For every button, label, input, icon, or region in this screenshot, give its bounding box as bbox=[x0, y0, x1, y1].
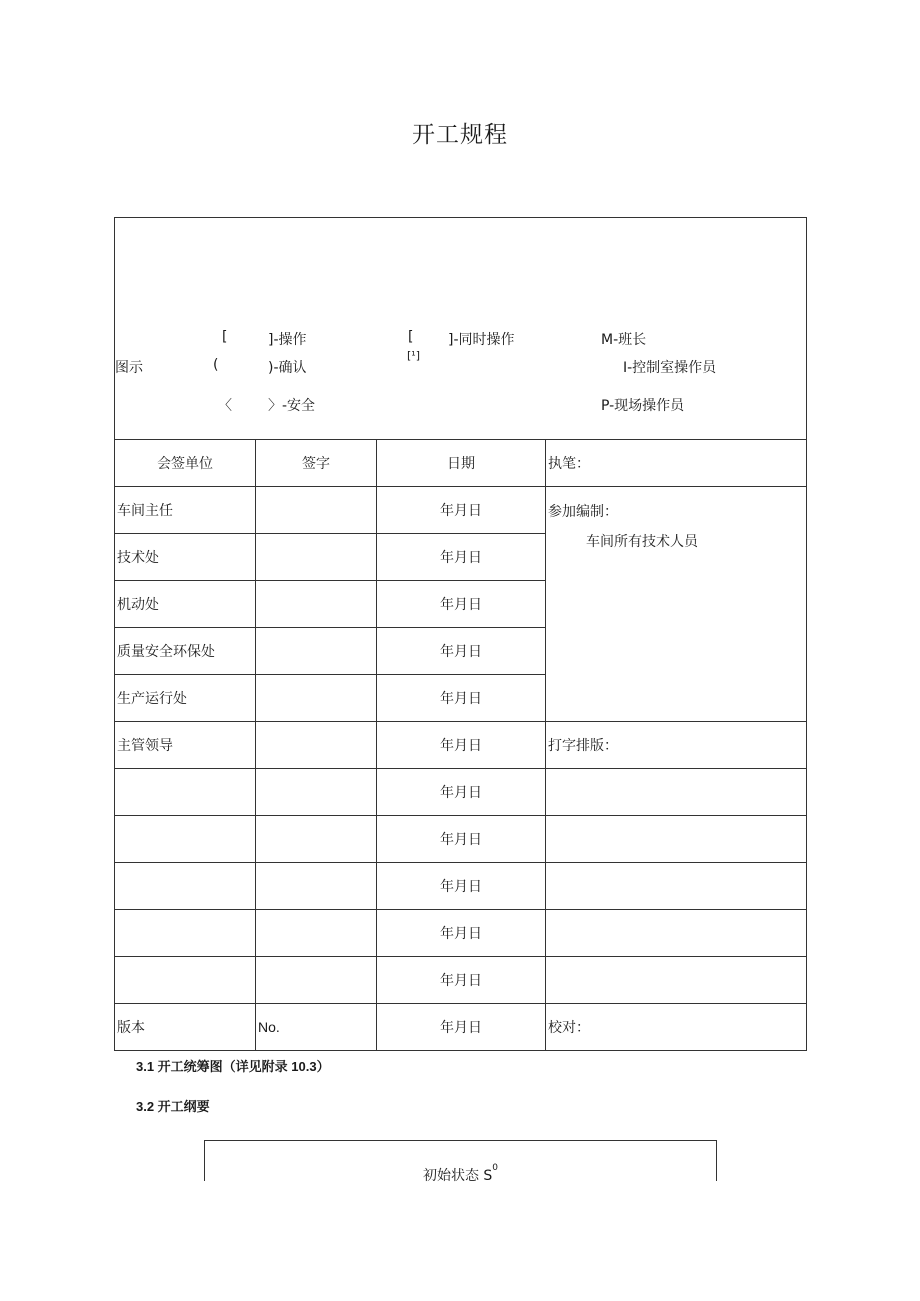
signature-cell[interactable] bbox=[256, 816, 377, 863]
legend-confirm-bracket: ( bbox=[213, 357, 219, 373]
legend-op-bracket: [ bbox=[222, 329, 228, 345]
signature-cell[interactable] bbox=[256, 581, 377, 628]
header-date: 日期 bbox=[377, 440, 546, 487]
flow-state-sub: 0 bbox=[492, 1163, 499, 1173]
legend-role-m: M-班长 bbox=[601, 332, 647, 348]
signoff-table bbox=[114, 439, 807, 1051]
typeset-label: 打字排版： bbox=[546, 722, 807, 769]
unit-cell: 技术处 bbox=[115, 534, 256, 581]
page-title: 开工规程 bbox=[412, 122, 508, 148]
legend-confirm-text: )-确认 bbox=[268, 360, 307, 376]
legend-box bbox=[114, 217, 807, 440]
date-cell: 年月日 bbox=[377, 581, 546, 628]
participants-value: 车间所有技术人员 bbox=[586, 534, 698, 550]
date-cell: 年月日 bbox=[377, 1004, 546, 1051]
unit-cell: 生产运行处 bbox=[115, 675, 256, 722]
legend-safety-bracket: 〈 bbox=[218, 398, 232, 414]
blank-cell[interactable] bbox=[546, 863, 807, 910]
flow-initial-state-box bbox=[204, 1140, 717, 1184]
proof-label: 校对： bbox=[546, 1004, 807, 1051]
date-cell: 年月日 bbox=[377, 816, 546, 863]
table-row bbox=[115, 487, 807, 534]
participants-label: 参加编制： bbox=[548, 504, 618, 520]
table-header-row bbox=[115, 440, 807, 487]
unit-cell[interactable] bbox=[115, 957, 256, 1004]
blank-cell[interactable] bbox=[546, 910, 807, 957]
section-heading-3-2: 3.2 开工纲要 bbox=[136, 1099, 210, 1114]
signature-cell[interactable] bbox=[256, 675, 377, 722]
date-cell: 年月日 bbox=[377, 628, 546, 675]
table-row bbox=[115, 863, 807, 910]
legend-role-i: I-控制室操作员 bbox=[623, 360, 717, 376]
unit-cell[interactable] bbox=[115, 769, 256, 816]
blank-cell[interactable] bbox=[546, 769, 807, 816]
unit-cell: 主管领导 bbox=[115, 722, 256, 769]
version-no: No. bbox=[256, 1004, 377, 1051]
signature-cell[interactable] bbox=[256, 769, 377, 816]
table-row bbox=[115, 816, 807, 863]
version-label: 版本 bbox=[115, 1004, 256, 1051]
date-cell: 年月日 bbox=[377, 722, 546, 769]
table-row bbox=[115, 957, 807, 1004]
legend-simul-text: ]-同时操作 bbox=[448, 332, 515, 348]
header-author: 执笔： bbox=[546, 440, 807, 487]
blank-cell[interactable] bbox=[546, 957, 807, 1004]
unit-cell[interactable] bbox=[115, 863, 256, 910]
signature-cell[interactable] bbox=[256, 487, 377, 534]
header-sign: 签字 bbox=[256, 440, 377, 487]
date-cell: 年月日 bbox=[377, 957, 546, 1004]
header-unit: 会签单位 bbox=[115, 440, 256, 487]
unit-cell[interactable] bbox=[115, 816, 256, 863]
table-row bbox=[115, 1004, 807, 1051]
unit-cell: 质量安全环保处 bbox=[115, 628, 256, 675]
signature-cell[interactable] bbox=[256, 534, 377, 581]
date-cell: 年月日 bbox=[377, 534, 546, 581]
blank-cell[interactable] bbox=[546, 816, 807, 863]
signature-cell[interactable] bbox=[256, 863, 377, 910]
flow-state-text: 初始状态 S bbox=[422, 1168, 493, 1184]
participants-cell bbox=[546, 487, 807, 722]
flow-initial-state-label bbox=[422, 1156, 499, 1184]
signature-cell[interactable] bbox=[256, 957, 377, 1004]
unit-cell: 车间主任 bbox=[115, 487, 256, 534]
unit-cell: 机动处 bbox=[115, 581, 256, 628]
signature-cell[interactable] bbox=[256, 628, 377, 675]
legend-simul-bracket: [ bbox=[408, 329, 414, 345]
legend-role-p: P-现场操作员 bbox=[601, 398, 685, 414]
legend-label: 图示 bbox=[115, 360, 143, 376]
legend-op-text: ]-操作 bbox=[268, 332, 307, 348]
legend-safety-text: 〉-安全 bbox=[268, 398, 316, 414]
table-row bbox=[115, 769, 807, 816]
date-cell: 年月日 bbox=[377, 863, 546, 910]
signature-cell[interactable] bbox=[256, 910, 377, 957]
section-heading-3-1: 3.1 开工统筹图（详见附录 10.3） bbox=[136, 1059, 330, 1074]
signature-cell[interactable] bbox=[256, 722, 377, 769]
table-row bbox=[115, 722, 807, 769]
date-cell: 年月日 bbox=[377, 487, 546, 534]
legend-simul-sub: [¹] bbox=[407, 349, 420, 362]
date-cell: 年月日 bbox=[377, 675, 546, 722]
unit-cell[interactable] bbox=[115, 910, 256, 957]
table-row bbox=[115, 910, 807, 957]
date-cell: 年月日 bbox=[377, 910, 546, 957]
date-cell: 年月日 bbox=[377, 769, 546, 816]
